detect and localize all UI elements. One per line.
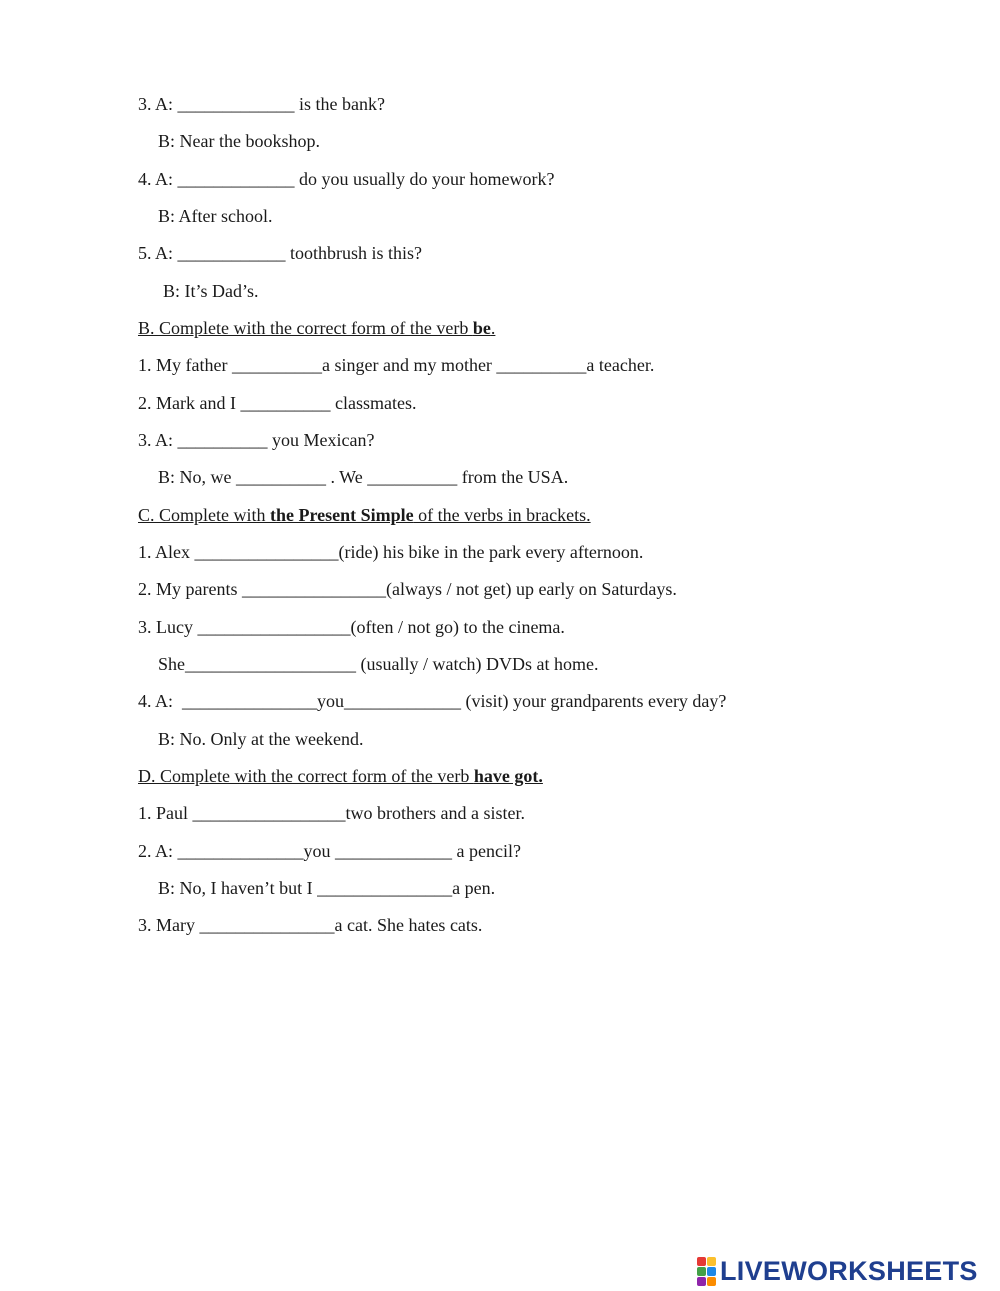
line-b3-answer: B: No, we __________ . We __________ from the USA.	[158, 467, 569, 487]
line-b2: 2. Mark and I __________ classmates.	[138, 393, 417, 413]
line-d3: 3. Mary _______________a cat. She hates cats.	[138, 915, 483, 935]
line-a3-answer: B: Near the bookshop.	[158, 131, 320, 151]
line-c3a: 3. Lucy _________________(often / not go) to the cinema.	[138, 617, 565, 637]
line-a5-answer: B: It’s Dad’s.	[163, 281, 259, 301]
line-a3-question: 3. A: _____________ is the bank?	[138, 94, 385, 114]
line-d1: 1. Paul _________________two brothers and a sister.	[138, 803, 525, 823]
liveworksheets-logo-icon	[697, 1257, 716, 1286]
line-a5-question: 5. A: ____________ toothbrush is this?	[138, 243, 423, 263]
line-d2-question: 2. A: ______________you _____________ a pencil?	[138, 841, 521, 861]
line-c4-question: 4. A: _______________you_____________ (visit) your grandparents every day?	[138, 691, 727, 711]
line-b1: 1. My father __________a singer and my mother __________a teacher.	[138, 355, 655, 375]
line-c2: 2. My parents ________________(always / not get) up early on Saturdays.	[138, 579, 677, 599]
section-c-heading: C. Complete with the Present Simple of the verbs in brackets.	[138, 505, 591, 525]
line-a4-question: 4. A: _____________ do you usually do your homework?	[138, 169, 555, 189]
liveworksheets-logo-text: LIVEWORKSHEETS	[720, 1255, 978, 1286]
line-c1: 1. Alex ________________(ride) his bike in the park every afternoon.	[138, 542, 644, 562]
line-d2-answer: B: No, I haven’t but I _______________a pen.	[158, 878, 496, 898]
liveworksheets-logo	[697, 1257, 978, 1285]
section-b-heading: B. Complete with the correct form of the verb be.	[138, 318, 496, 338]
line-a4-answer: B: After school.	[158, 206, 273, 226]
line-c3b: She___________________ (usually / watch) DVDs at home.	[158, 654, 599, 674]
line-b3-question: 3. A: __________ you Mexican?	[138, 430, 375, 450]
line-c4-answer: B: No. Only at the weekend.	[158, 729, 364, 749]
section-d-heading: D. Complete with the correct form of the verb have got.	[138, 766, 543, 786]
